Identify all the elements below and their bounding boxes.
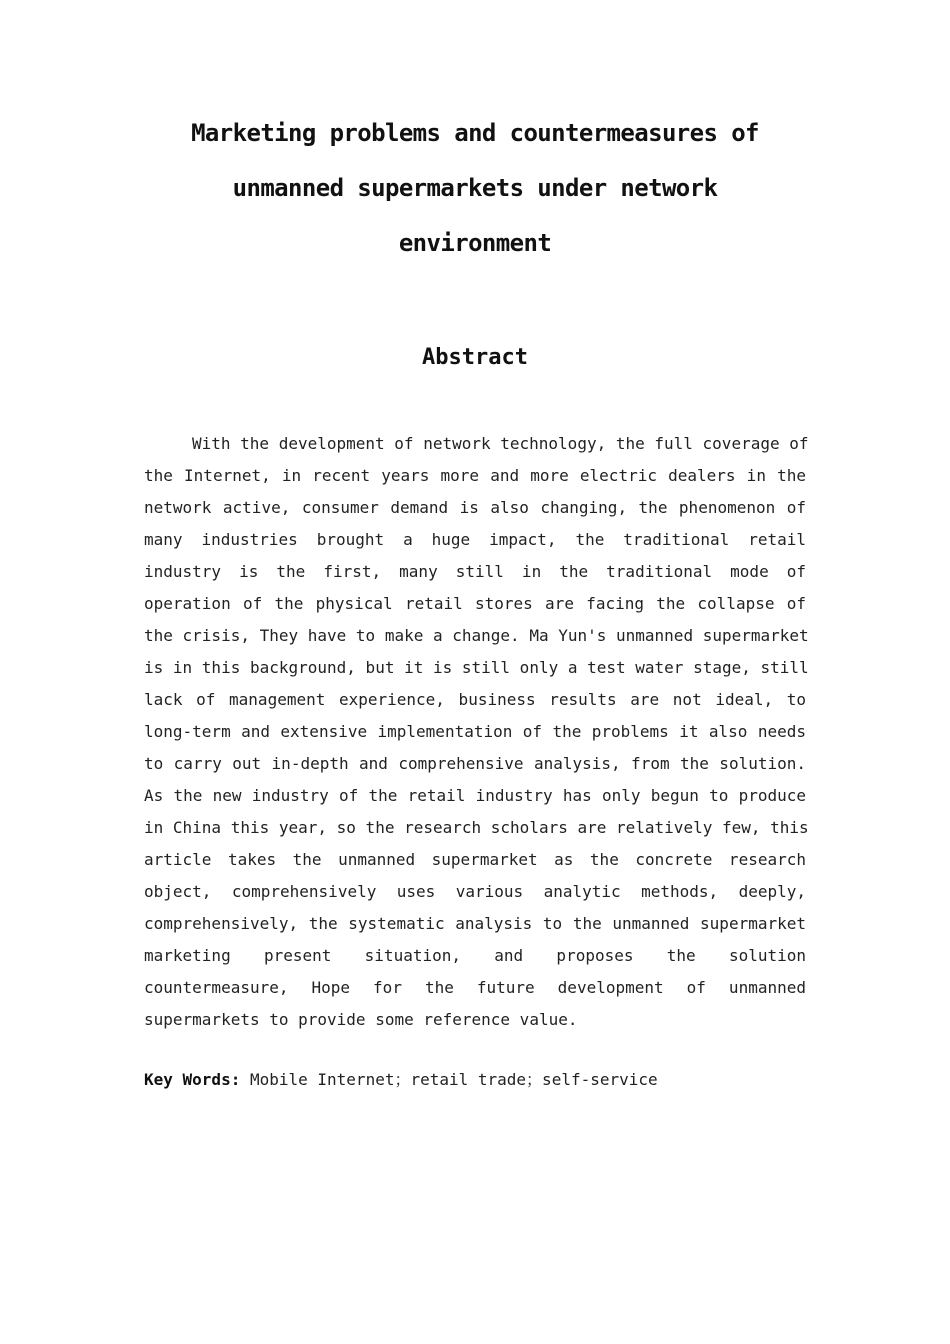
keywords-value: Mobile Internet；retail trade；self-service — [249, 1070, 658, 1089]
abstract-line: object, comprehensively uses various analytic methods, deeply, — [144, 882, 806, 901]
abstract-line: marketing present situation, and proposes the solution — [144, 946, 806, 965]
abstract-line: article takes the unmanned supermarket as the concrete research — [144, 850, 806, 869]
keywords-line — [144, 1064, 658, 1096]
abstract-line: As the new industry of the retail industry has only begun to produce — [144, 786, 806, 805]
abstract-line: network active, consumer demand is also changing, the phenomenon of — [144, 498, 806, 517]
abstract-line: is in this background, but it is still only a test water stage, still — [144, 658, 809, 677]
abstract-line: operation of the physical retail stores are facing the collapse of — [144, 594, 806, 613]
title-line: unmanned supermarkets under network — [232, 174, 718, 202]
title-line: Marketing problems and countermeasures of — [191, 119, 759, 147]
abstract-line: With the development of network technology, the full coverage of — [192, 434, 809, 453]
abstract-line: industry is the first, many still in the traditional mode of — [144, 562, 806, 581]
keywords-label: Key Words: — [144, 1070, 241, 1089]
document-title — [120, 106, 830, 271]
abstract-line: in China this year, so the research scholars are relatively few, this — [144, 818, 809, 837]
title-line: environment — [398, 229, 552, 257]
abstract-line: long-term and extensive implementation of the problems it also needs — [144, 722, 806, 741]
abstract-line: the crisis, They have to make a change. Ma Yun's unmanned supermarket — [144, 626, 809, 645]
abstract-line: the Internet, in recent years more and more electric dealers in the — [144, 466, 806, 485]
abstract-paragraph — [144, 428, 809, 1036]
abstract-line: countermeasure, Hope for the future development of unmanned — [144, 978, 806, 997]
abstract-heading: Abstract — [422, 345, 528, 370]
abstract-line: many industries brought a huge impact, the traditional retail — [144, 530, 806, 549]
abstract-line: lack of management experience, business results are not ideal, to — [144, 690, 806, 709]
abstract-line: to carry out in-depth and comprehensive analysis, from the solution. — [144, 754, 806, 773]
abstract-line: supermarkets to provide some reference value. — [144, 1010, 578, 1029]
abstract-line: comprehensively, the systematic analysis to the unmanned supermarket — [144, 914, 806, 933]
